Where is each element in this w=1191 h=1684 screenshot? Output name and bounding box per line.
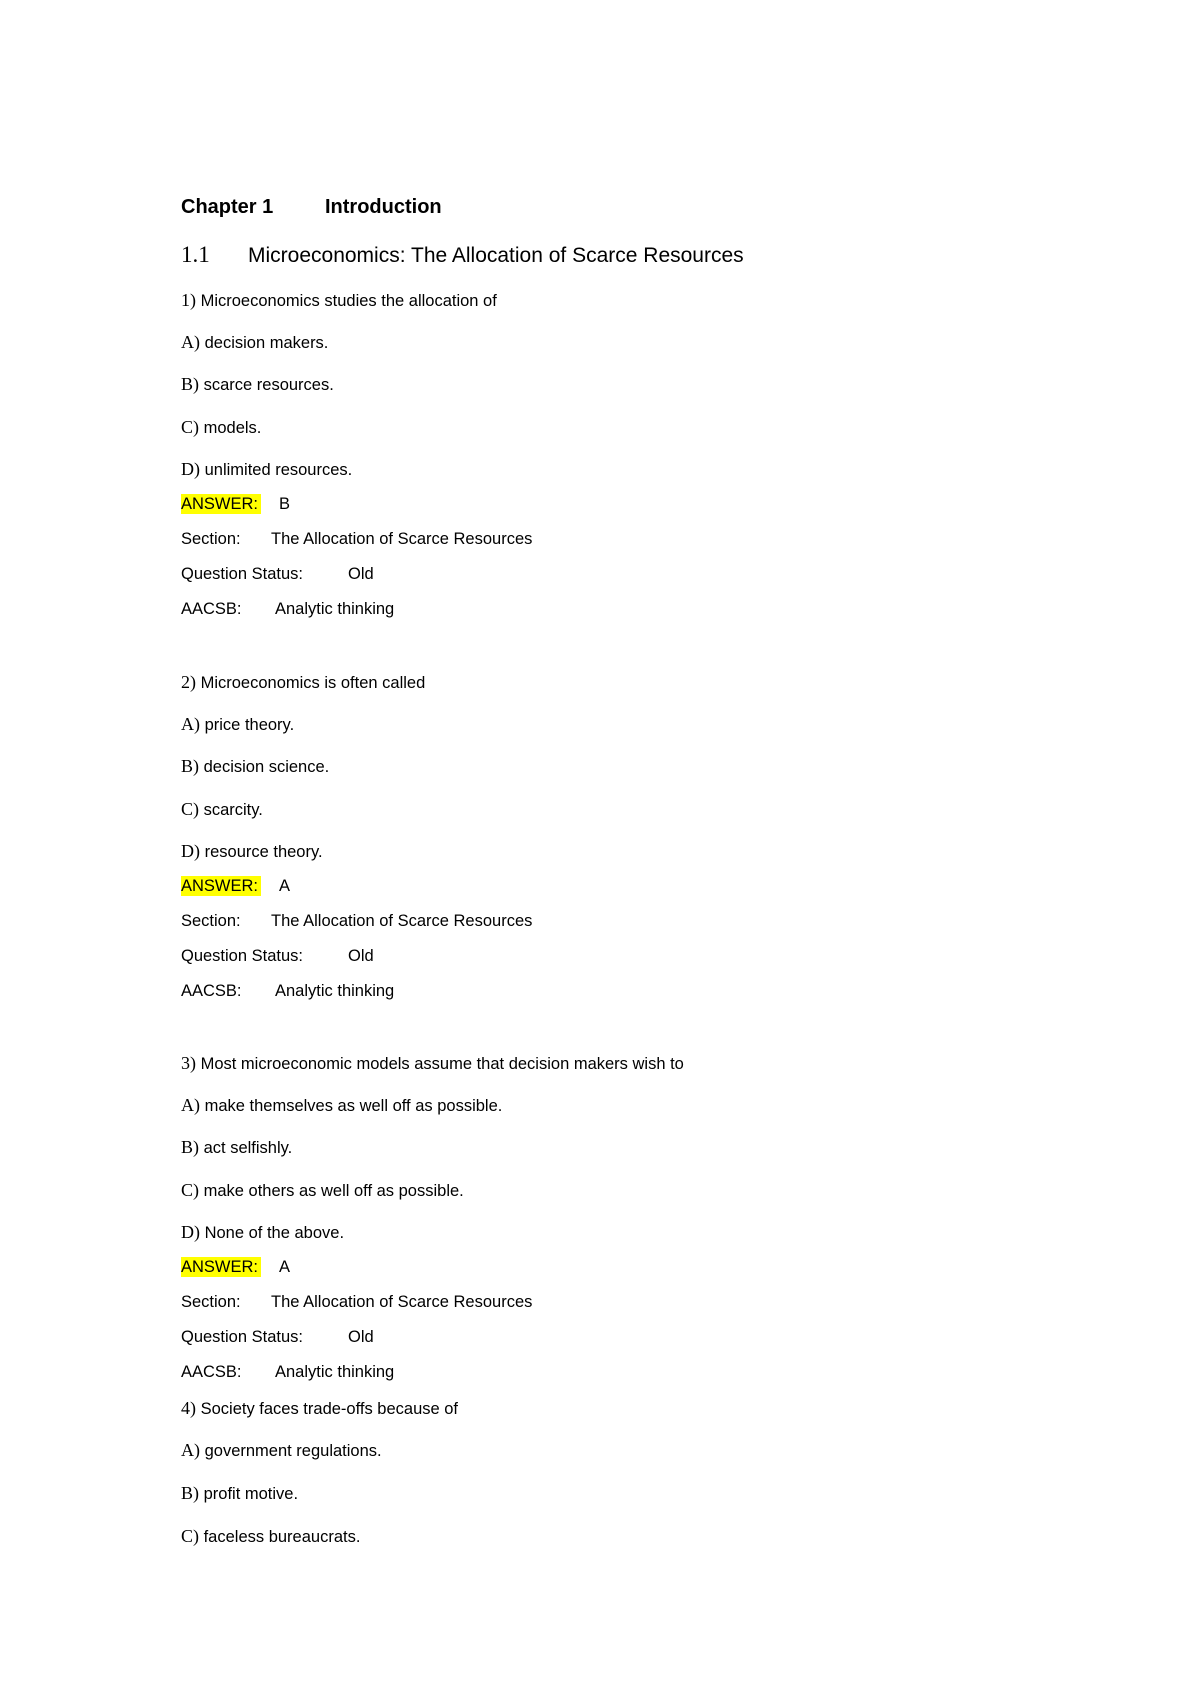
section-meta [181,529,532,549]
option-text: scarcity. [203,801,263,819]
option-text: make others as well off as possible. [203,1182,464,1200]
answer-line [181,494,290,514]
question-text: Microeconomics is often called [200,674,426,692]
chapter-title: Introduction [325,196,442,218]
aacsb-meta-value: Analytic thinking [275,982,395,1000]
section-meta [181,1292,532,1312]
question-text: Microeconomics studies the allocation of [200,292,497,310]
answer-option [181,1483,298,1504]
answer-option [181,1222,344,1243]
question-stem [181,672,425,693]
option-letter: C) [181,417,199,437]
answer-label: ANSWER: [181,1257,261,1277]
question-stem [181,290,497,311]
question-text: Most microeconomic models assume that decision makers wish to [200,1055,684,1073]
section-meta-label: Section: [181,1293,241,1311]
answer-option [181,459,352,480]
aacsb-meta-label: AACSB: [181,982,242,1000]
option-letter: C) [181,799,199,819]
option-letter: B) [181,756,199,776]
answer-option [181,417,261,438]
answer-option [181,1440,382,1461]
option-letter: C) [181,1180,199,1200]
option-text: resource theory. [204,843,323,861]
option-letter: D) [181,459,200,479]
section-heading [181,242,744,268]
section-meta-value: The Allocation of Scarce Resources [271,1293,533,1311]
option-text: decision makers. [204,334,329,352]
status-meta [181,946,374,966]
option-text: act selfishly. [203,1139,293,1157]
aacsb-meta [181,599,394,619]
status-meta-value: Old [348,1328,374,1346]
option-text: price theory. [204,716,295,734]
status-meta-value: Old [348,565,374,583]
aacsb-meta-label: AACSB: [181,1363,242,1381]
chapter-number: Chapter 1 [181,196,274,218]
status-meta-label: Question Status: [181,947,303,965]
question-text: Society faces trade-offs because of [200,1400,459,1418]
answer-option [181,756,329,777]
option-letter: A) [181,1440,200,1460]
answer-option [181,1137,292,1158]
section-meta-value: The Allocation of Scarce Resources [271,530,533,548]
aacsb-meta-value: Analytic thinking [275,1363,395,1381]
aacsb-meta [181,1362,394,1382]
answer-label: ANSWER: [181,494,261,514]
option-text: make themselves as well off as possible. [204,1097,503,1115]
section-meta [181,911,532,931]
option-text: models. [203,419,262,437]
answer-option [181,374,334,395]
option-letter: A) [181,1095,200,1115]
option-letter: A) [181,714,200,734]
option-letter: C) [181,1526,199,1546]
chapter-heading [181,196,442,219]
option-text: faceless bureaucrats. [203,1528,361,1546]
answer-line [181,876,290,896]
option-text: government regulations. [204,1442,382,1460]
option-text: decision science. [203,758,330,776]
question-number: 2) [181,672,196,692]
option-letter: D) [181,841,200,861]
option-text: None of the above. [204,1224,345,1242]
question-stem [181,1053,684,1074]
status-meta-value: Old [348,947,374,965]
section-number: 1.1 [181,242,210,267]
option-letter: A) [181,332,200,352]
answer-option [181,1095,502,1116]
aacsb-meta-value: Analytic thinking [275,600,395,618]
status-meta [181,564,374,584]
answer-option [181,841,323,862]
option-text: scarce resources. [203,376,334,394]
answer-label: ANSWER: [181,876,261,896]
question-number: 4) [181,1398,196,1418]
question-stem [181,1398,458,1419]
status-meta-label: Question Status: [181,1328,303,1346]
question-number: 1) [181,290,196,310]
option-letter: B) [181,374,199,394]
option-text: profit motive. [203,1485,299,1503]
status-meta [181,1327,374,1347]
section-meta-label: Section: [181,912,241,930]
status-meta-label: Question Status: [181,565,303,583]
option-letter: D) [181,1222,200,1242]
option-letter: B) [181,1483,199,1503]
answer-value: B [279,495,291,513]
aacsb-meta-label: AACSB: [181,600,242,618]
answer-line [181,1257,290,1277]
option-letter: B) [181,1137,199,1157]
answer-option [181,1180,464,1201]
answer-value: A [279,1258,291,1276]
option-text: unlimited resources. [204,461,353,479]
answer-option [181,1526,360,1547]
section-title: Microeconomics: The Allocation of Scarce Resources [248,244,744,267]
answer-option [181,799,263,820]
aacsb-meta [181,981,394,1001]
answer-option [181,714,294,735]
answer-value: A [279,877,291,895]
section-meta-value: The Allocation of Scarce Resources [271,912,533,930]
answer-option [181,332,328,353]
question-number: 3) [181,1053,196,1073]
section-meta-label: Section: [181,530,241,548]
